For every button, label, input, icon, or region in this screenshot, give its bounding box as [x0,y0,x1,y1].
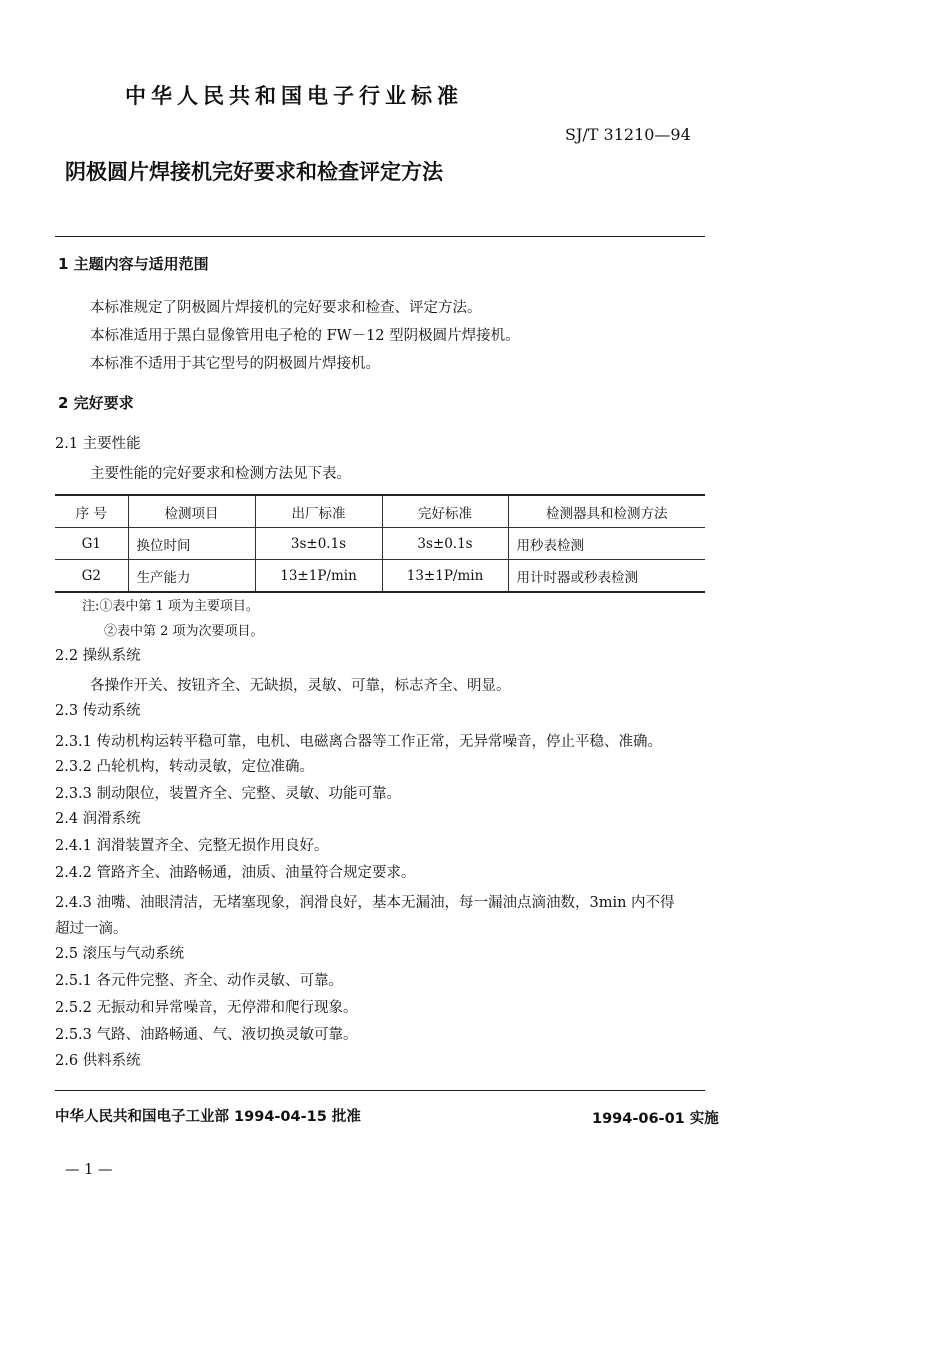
body-line: 2.4 润滑系统 [55,811,141,827]
divider [55,1090,705,1091]
body-line: 各操作开关、按钮齐全、无缺损，灵敏、可靠，标志齐全、明显。 [90,678,511,694]
table-row [55,560,705,593]
column-header: 出厂标准 [255,495,382,528]
paragraph: 本标准适用于黑白显像管用电子枪的 FW－12 型阴极圆片焊接机。 [90,328,520,344]
table-cell: 换位时间 [128,528,255,560]
column-header: 序 号 [75,505,107,522]
body-line: 2.3.3 制动限位，装置齐全、完整、灵敏、功能可靠。 [55,786,402,802]
column-header: 检测器具和检测方法 [508,495,705,528]
table-row [55,528,705,560]
approval-text: 中华人民共和国电子工业部 1994-04-15 批准 [55,1109,361,1125]
effective-date: 1994-06-01 实施 [592,1111,719,1127]
column-header: 检测项目 [128,495,255,528]
body-line: 2.5 滚压与气动系统 [55,946,185,962]
table-cell: G2 [81,567,101,584]
section-heading: 2 完好要求 [58,394,134,412]
performance-table [55,494,705,593]
divider [55,236,705,237]
column-header: 完好标准 [382,495,508,528]
org-title: 中华人民共和国电子行业标准 [125,84,463,108]
paragraph: 本标准不适用于其它型号的阴极圆片焊接机。 [90,356,380,372]
table-cell: 用秒表检测 [508,528,705,560]
page-number: — 1 — [65,1162,113,1178]
table-header-row [55,495,705,528]
table-cell: 用计时器或秒表检测 [508,560,705,593]
standard-code: SJ/T 31210—94 [565,125,691,144]
body-line: 2.4.2 管路齐全、油路畅通，油质、油量符合规定要求。 [55,865,416,881]
table-note: 注:①表中第 1 项为主要项目。 [82,599,259,614]
section-heading: 1 主题内容与适用范围 [58,255,209,273]
subsection-heading: 2.1 主要性能 [55,436,141,452]
body-line: 2.4.3 油嘴、油眼清洁，无堵塞现象，润滑良好，基本无漏油，每一漏油点滴油数，3min 内不得 [55,895,675,911]
body-line: 2.2 操纵系统 [55,648,141,664]
body-line: 2.5.3 气路、油路畅通、气、液切换灵敏可靠。 [55,1027,358,1043]
body-line: 2.4.1 润滑装置齐全、完整无损作用良好。 [55,838,329,854]
body-line: 2.3.1 传动机构运转平稳可靠，电机、电磁离合器等工作正常，无异常噪音，停止平稳、准确。 [55,734,662,750]
table-note: ②表中第 2 项为次要项目。 [104,624,264,639]
body-line: 超过一滴。 [55,921,128,937]
body-line: 2.5.1 各元件完整、齐全、动作灵敏、可靠。 [55,973,344,989]
table-cell: 生产能力 [128,560,255,593]
table-cell: G1 [81,535,101,552]
paragraph: 本标准规定了阴极圆片焊接机的完好要求和检查、评定方法。 [90,300,482,316]
body-line: 2.6 供料系统 [55,1053,141,1069]
table-cell: 3s±0.1s [382,528,508,560]
body-line: 2.5.2 无振动和异常噪音，无停滞和爬行现象。 [55,1000,358,1016]
table-cell: 3s±0.1s [255,528,382,560]
document-title: 阴极圆片焊接机完好要求和检查评定方法 [65,160,443,184]
table-cell: 13±1P/min [255,560,382,593]
body-line: 2.3.2 凸轮机构，转动灵敏，定位准确。 [55,759,315,775]
table-cell: 13±1P/min [382,560,508,593]
body-line: 2.3 传动系统 [55,703,141,719]
paragraph: 主要性能的完好要求和检测方法见下表。 [90,466,351,482]
